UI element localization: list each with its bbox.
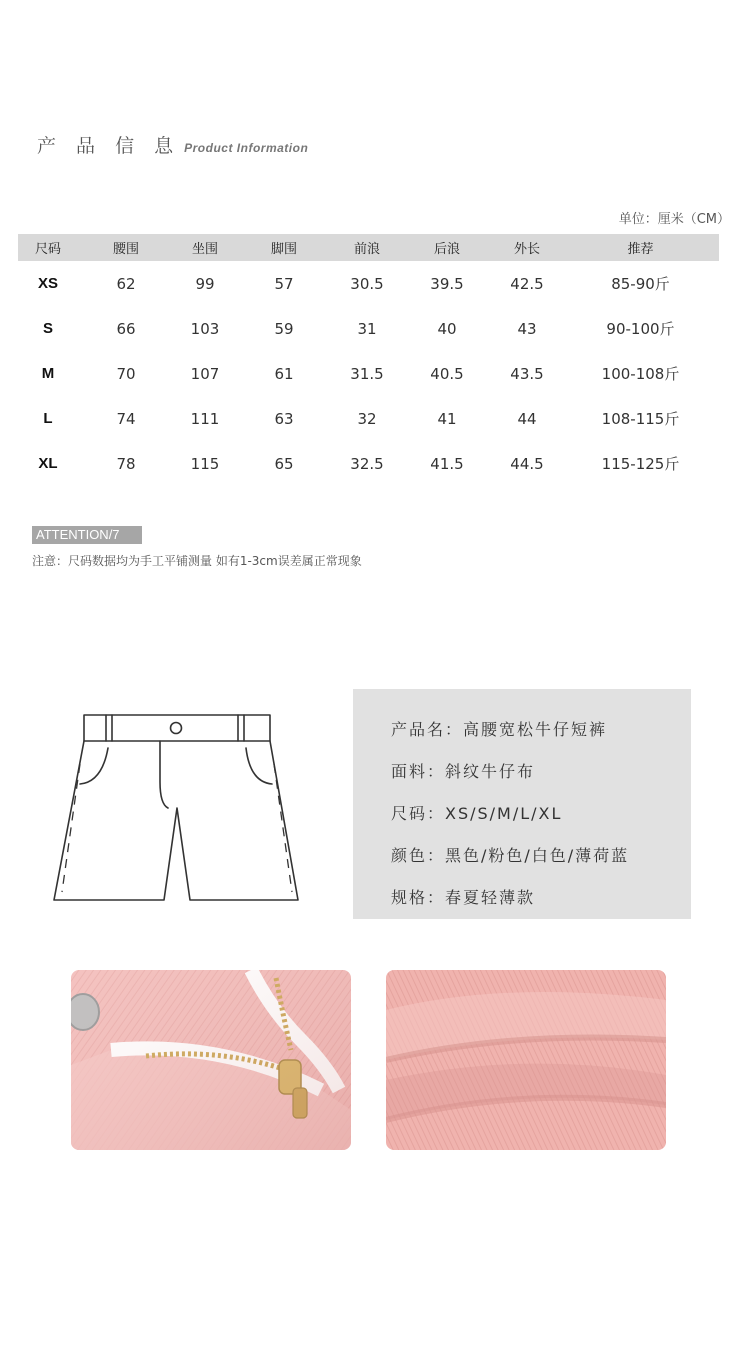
leg-opening-cell: 61: [274, 364, 294, 383]
table-row: [18, 396, 719, 441]
outseam-cell: 42.5: [510, 274, 544, 293]
hip-cell: 99: [195, 274, 215, 293]
table-row: [18, 261, 719, 306]
section-title-en: Product Information: [184, 141, 309, 155]
header-size: 尺码: [34, 242, 61, 257]
back-rise-cell: 39.5: [430, 274, 464, 293]
front-rise-cell: 32.5: [350, 454, 384, 473]
header-outseam: 外长: [513, 242, 540, 257]
info-fabric: 面料：斜纹牛仔布: [391, 762, 536, 781]
waist-cell: 74: [116, 409, 136, 428]
header-recommend: 推荐: [627, 242, 654, 257]
header-front-rise: 前浪: [353, 242, 380, 257]
zipper-detail-photo: [71, 970, 351, 1150]
size-table-header: [18, 234, 719, 261]
size-cell: S: [42, 320, 53, 337]
info-colors: 颜色：黑色/粉色/白色/薄荷蓝: [391, 846, 630, 865]
hip-cell: 111: [190, 409, 220, 428]
measurement-notice: 注意：尺码数据均为手工平铺测量 如有1-3cm误差属正常现象: [32, 554, 362, 568]
waist-cell: 78: [116, 454, 136, 473]
size-cell: XL: [38, 455, 58, 472]
outseam-cell: 43.5: [510, 364, 544, 383]
waist-cell: 62: [116, 274, 136, 293]
section-title-cn: 产 品 信 息: [37, 135, 181, 157]
leg-opening-cell: 59: [274, 319, 294, 338]
size-table: [18, 234, 719, 486]
section-title: [37, 131, 308, 158]
fabric-texture-photo: [386, 970, 666, 1150]
product-info-box: [353, 689, 691, 919]
recommend-cell: 85-90斤: [611, 275, 670, 293]
front-rise-cell: 30.5: [350, 274, 384, 293]
hip-cell: 103: [190, 319, 220, 338]
shorts-sketch-icon: [50, 712, 302, 904]
recommend-cell: 90-100斤: [606, 320, 675, 338]
recommend-cell: 100-108斤: [601, 365, 680, 383]
size-cell: XS: [37, 275, 58, 292]
unit-label: 单位：厘米（CM）: [618, 212, 730, 227]
front-rise-cell: 31: [357, 319, 377, 338]
header-back-rise: 后浪: [433, 242, 460, 257]
attention-badge: ATTENTION/7: [32, 526, 142, 544]
header-hip: 坐围: [191, 242, 218, 257]
front-rise-cell: 32: [357, 409, 377, 428]
back-rise-cell: 40.5: [430, 364, 464, 383]
table-row: [18, 351, 719, 396]
back-rise-cell: 41.5: [430, 454, 464, 473]
table-row: [18, 441, 719, 486]
recommend-cell: 115-125斤: [601, 455, 680, 473]
leg-opening-cell: 57: [274, 274, 294, 293]
back-rise-cell: 41: [437, 409, 457, 428]
table-row: [18, 306, 719, 351]
info-spec: 规格：春夏轻薄款: [391, 888, 536, 907]
size-cell: M: [41, 365, 55, 382]
header-waist: 腰围: [112, 242, 139, 257]
waist-cell: 70: [116, 364, 136, 383]
header-leg-opening: 脚围: [270, 242, 297, 257]
leg-opening-cell: 63: [274, 409, 294, 428]
leg-opening-cell: 65: [274, 454, 294, 473]
back-rise-cell: 40: [437, 319, 457, 338]
hip-cell: 107: [190, 364, 220, 383]
recommend-cell: 108-115斤: [601, 410, 680, 428]
outseam-cell: 43: [517, 319, 537, 338]
info-sizes: 尺码：XS/S/M/L/XL: [391, 804, 563, 823]
waist-cell: 66: [116, 319, 136, 338]
hip-cell: 115: [190, 454, 220, 473]
outseam-cell: 44.5: [510, 454, 544, 473]
front-rise-cell: 31.5: [350, 364, 384, 383]
info-product-name: 产品名：高腰宽松牛仔短裤: [391, 720, 608, 739]
size-cell: L: [43, 410, 53, 427]
outseam-cell: 44: [517, 409, 537, 428]
